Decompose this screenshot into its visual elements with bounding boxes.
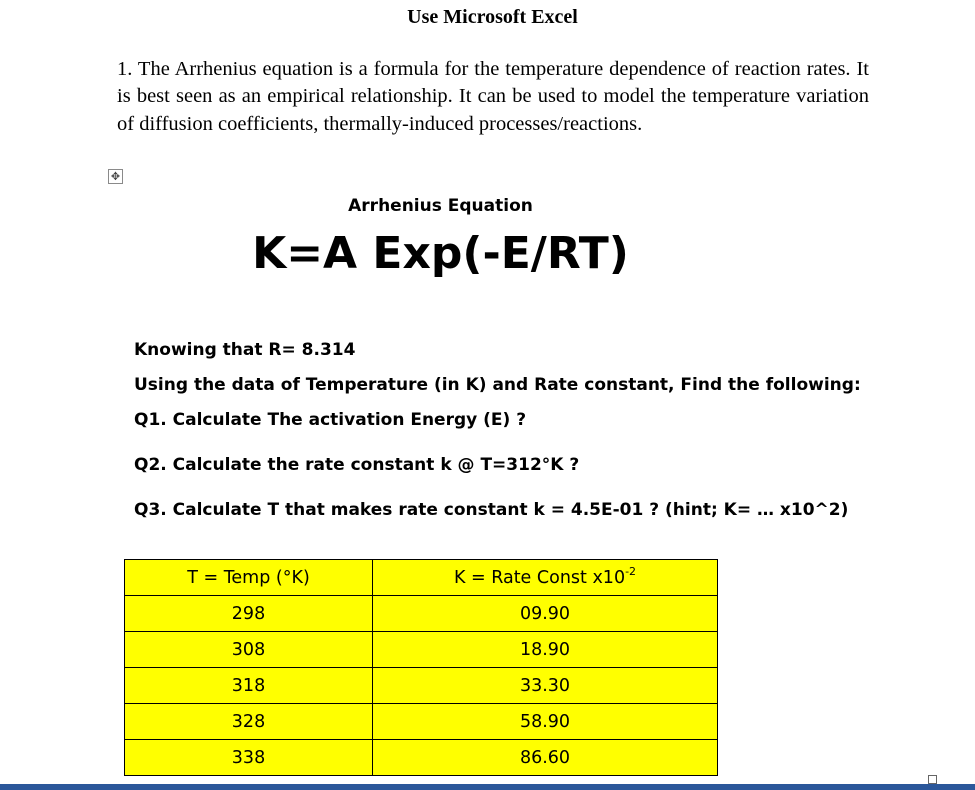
table-row xyxy=(125,740,718,776)
page-heading: Use Microsoft Excel xyxy=(407,6,578,28)
header-rate-constant[interactable] xyxy=(373,560,718,596)
table-row xyxy=(125,632,718,668)
question-2: Q2. Calculate the rate constant k @ T=312°K ? xyxy=(134,455,580,475)
cell-temp[interactable]: 308 xyxy=(125,632,373,668)
table-row xyxy=(125,704,718,740)
table-row xyxy=(125,668,718,704)
table-move-handle-icon[interactable]: ✥ xyxy=(108,169,123,184)
given-constant: Knowing that R= 8.314 xyxy=(134,340,356,360)
question-1: Q1. Calculate The activation Energy (E) ? xyxy=(134,410,527,430)
cell-temp[interactable]: 298 xyxy=(125,596,373,632)
cell-temp[interactable]: 338 xyxy=(125,740,373,776)
table-header-row xyxy=(125,560,718,596)
intro-paragraph: 1. The Arrhenius equation is a formula for the temperature dependence of reaction rates. It is best seen as an empirical relationship. It can be used to model the temperature variation of diffusion coefficients, thermally-induced processes/reactions. xyxy=(117,58,869,135)
header-rate-exponent: -2 xyxy=(625,564,637,578)
instruction-text: Using the data of Temperature (in K) and Rate constant, Find the following: xyxy=(134,375,861,395)
cell-rate[interactable]: 58.90 xyxy=(373,704,718,740)
table-row xyxy=(125,596,718,632)
cell-temp[interactable]: 328 xyxy=(125,704,373,740)
data-table xyxy=(124,559,718,776)
question-3: Q3. Calculate T that makes rate constant k = 4.5E-01 ? (hint; K= … x10^2) xyxy=(134,500,849,520)
cell-rate[interactable]: 33.30 xyxy=(373,668,718,704)
window-bottom-bar xyxy=(0,784,975,790)
equation-formula: K=A Exp(-E/RT) xyxy=(252,228,629,279)
header-temperature[interactable]: T = Temp (°K) xyxy=(125,560,373,596)
cell-rate[interactable]: 18.90 xyxy=(373,632,718,668)
table-resize-handle-icon[interactable] xyxy=(928,775,937,784)
cell-temp[interactable]: 318 xyxy=(125,668,373,704)
cell-rate[interactable]: 86.60 xyxy=(373,740,718,776)
equation-title: Arrhenius Equation xyxy=(348,196,533,216)
cell-rate[interactable]: 09.90 xyxy=(373,596,718,632)
header-rate-label: K = Rate Const x10 xyxy=(453,567,626,588)
